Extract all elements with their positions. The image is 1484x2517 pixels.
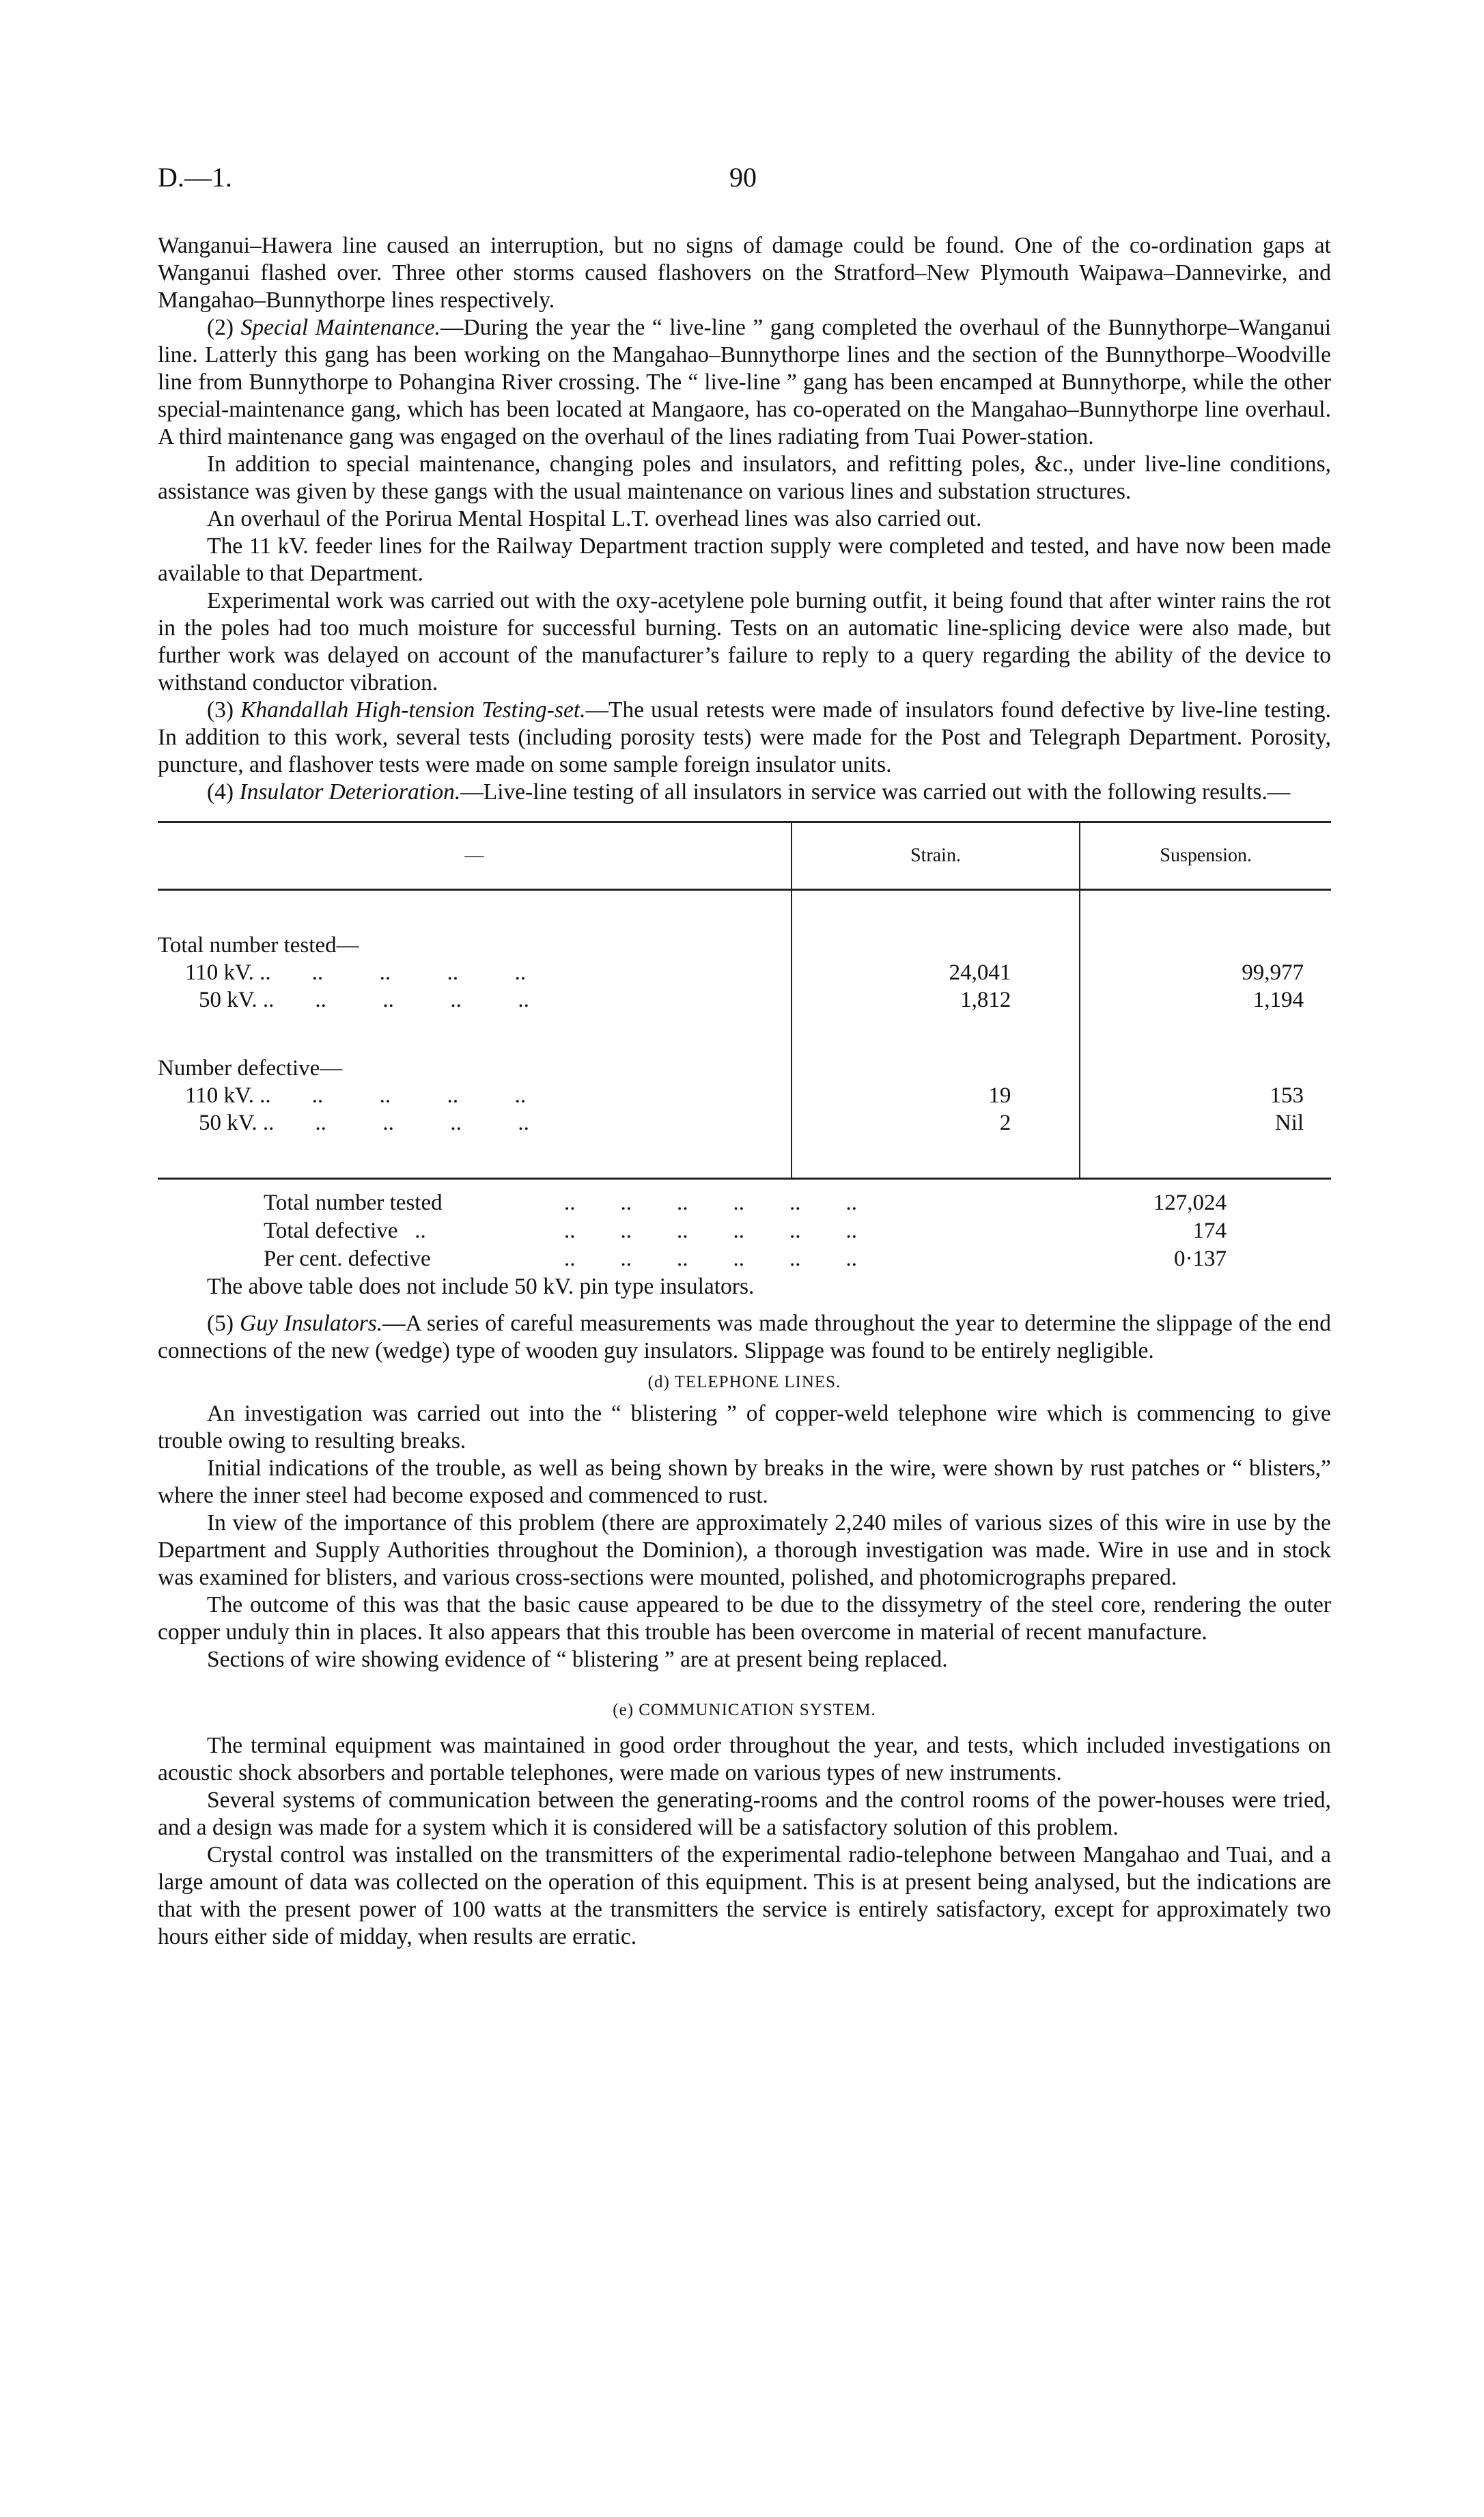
paragraph: The terminal equipment was maintained in good order throughout the year, and tests, which included investigations on acoustic shock absorbers and portable telephones, were made on various types of new instruments. <box>158 1733 1331 1785</box>
paragraph: In view of the importance of this problem (there are approximately 2,240 miles of various sizes of this wire in use by the Department and Supply Authorities throughout the Dominion), a thorough investigation was made. Wire in use and in stock was examined for blisters, and various cross-sections were mounted, polished, and photomicrographs prepared. <box>158 1510 1331 1590</box>
paragraph-guy-insulators: (5) Guy Insulators.—A series of careful measurements was made throughout the year to determine the slippage of the end connections of the new (wedge) type of wooden guy insulators. Slippage was found to be entirely negligible. <box>158 1311 1332 1363</box>
page-body <box>158 232 1331 1951</box>
cell-strain: 19 <box>988 1083 1011 1108</box>
paragraph: Sections of wire showing evidence of “ blistering ” are at present being replaced. <box>207 1647 948 1672</box>
item-text: —During the year the “ live-line ” gang completed the overhaul of the Bunnythorpe–Wanganui line. Latterly this gang has been working on the Mangahao–Bunnythorpe lines and the section of the Bunnythorpe–Woodville line from Bunnythorpe to Pohangina River crossing. The “ live-line ” gang has been encamped at Bunnythorpe, while the other special-maintenance gang, which has been located at Mangaore, has co-operated on the Mangahao–Bunnythorpe line overhaul. A third maintenance gang was engaged on the overhaul of the lines radiating from Tuai Power-station. <box>158 315 1332 449</box>
page-number: 90 <box>729 162 757 193</box>
paragraph: The outcome of this was that the basic cause appeared to be due to the dissymetry of the steel core, rendering the outer copper unduly thin in places. It also appears that this trouble has been overcome in material of recent manufacture. <box>158 1592 1331 1645</box>
paragraph-special-maintenance <box>158 314 1331 451</box>
totals-row: Per cent. defective .. .. .. .. .. .. 0·137 <box>264 1247 1227 1271</box>
cell-strain: 24,041 <box>949 960 1011 985</box>
item-text: —The usual retests were made of insulators found defective by live-line testing. In addition to this work, several tests (including porosity tests) were made for the Post and Telegraph Department. Porosity, puncture, and flashover tests were made on some sample foreign insulator units. <box>158 697 1331 777</box>
totals <box>264 1189 1227 1273</box>
paragraph: Initial indications of the trouble, as well as being shown by breaks in the wire, were shown by rust patches or “ blisters,” where the inner steel had become exposed and commenced to rust. <box>158 1456 1331 1508</box>
item-number: (3) <box>207 697 241 723</box>
item-number: (2) <box>207 315 241 340</box>
paragraph-khandallah <box>158 697 1331 779</box>
col-header-blank: — <box>158 822 792 890</box>
item-title: Special Maintenance. <box>240 315 440 340</box>
table-row-label: 110 kV. .. .. .. .. .. <box>185 960 527 985</box>
paragraph: Wanganui–Hawera line caused an interruption, but no signs of damage could be found. One of the co-ordination gaps at Wanganui flashed over. Three other storms caused flashovers on the Stratford–New Plymouth Waipawa–Dannevirke, and Mangahao–Bunnythorpe lines respectively. <box>158 233 1331 313</box>
paragraph: An investigation was carried out into the “ blistering ” of copper-weld telephone wire which is commencing to give trouble owing to resulting breaks. <box>158 1401 1331 1454</box>
cell-strain: 1,812 <box>960 988 1011 1012</box>
totals-row: Total defective .. .. .. .. .. .. .. 174 <box>264 1219 1227 1243</box>
cell-strain: 2 <box>999 1111 1011 1135</box>
cell-suspension: Nil <box>1274 1111 1304 1135</box>
cell-suspension: 99,977 <box>1242 960 1304 985</box>
table-row-label: 110 kV. .. .. .. .. .. <box>185 1083 527 1108</box>
col-header-strain: Strain. <box>792 822 1080 890</box>
paragraph: In addition to special maintenance, changing poles and insulators, and refitting poles, &c., under live-line conditions, assistance was given by these gangs with the usual maintenance on various lines and substation structures. <box>158 451 1331 504</box>
paragraph-insulator <box>158 779 1331 806</box>
item-text: —Live-line testing of all insulators in service was carried out with the following results.— <box>460 779 1291 805</box>
document-reference: D.—1. <box>158 162 232 193</box>
paragraph: An overhaul of the Porirua Mental Hospital L.T. overhead lines was also carried out. <box>207 506 982 531</box>
item-title: Khandallah High-tension Testing-set. <box>240 697 586 723</box>
cell-suspension: 153 <box>1270 1083 1304 1108</box>
paragraph: Experimental work was carried out with the oxy-acetylene pole burning outfit, it being found that after winter rains the rot in the poles had too much moisture for successful burning. Tests on an automatic line-splicing device were also made, but further work was delayed on account of the manufacturer’s failure to reply to a query regarding the ability of the device to withstand conductor vibration. <box>158 588 1331 695</box>
section-heading-communication: (e) COMMUNICATION SYSTEM. <box>613 1701 876 1719</box>
item-title: Insulator Deterioration. <box>239 779 461 805</box>
insulator-table <box>158 821 1331 1180</box>
section-heading-telephone: (d) TELEPHONE LINES. <box>647 1373 841 1391</box>
item-number: (4) <box>207 779 240 805</box>
col-header-suspension: Suspension. <box>1080 822 1331 890</box>
table-row-label: 50 kV. .. .. .. .. .. <box>199 988 529 1012</box>
paragraph: The 11 kV. feeder lines for the Railway Department traction supply were completed and tested, and have now been made available to that Department. <box>158 533 1331 586</box>
paragraph: Crystal control was installed on the transmitters of the experimental radio-telephone between Mangahao and Tuai, and a large amount of data was collected on the operation of this equipment. This is at present being analysed, but the indications are that with the present power of 100 watts at the transmitters the service is entirely satisfactory, except for approximately two hours either side of midday, when results are erratic. <box>158 1842 1331 1949</box>
totals-row: Total number tested .. .. .. .. .. .. 127,024 <box>264 1191 1227 1215</box>
paragraph: Several systems of communication between the generating-rooms and the control rooms of the power-houses were tried, and a design was made for a system which it is considered will be a satisfactory solution of this problem. <box>158 1788 1331 1840</box>
cell-suspension: 1,194 <box>1252 988 1304 1012</box>
table-note: The above table does not include 50 kV. pin type insulators. <box>207 1274 755 1299</box>
group-label: Total number tested— <box>158 933 359 958</box>
table-row-label: 50 kV. .. .. .. .. .. <box>199 1111 529 1135</box>
group-label: Number defective— <box>158 1056 343 1081</box>
